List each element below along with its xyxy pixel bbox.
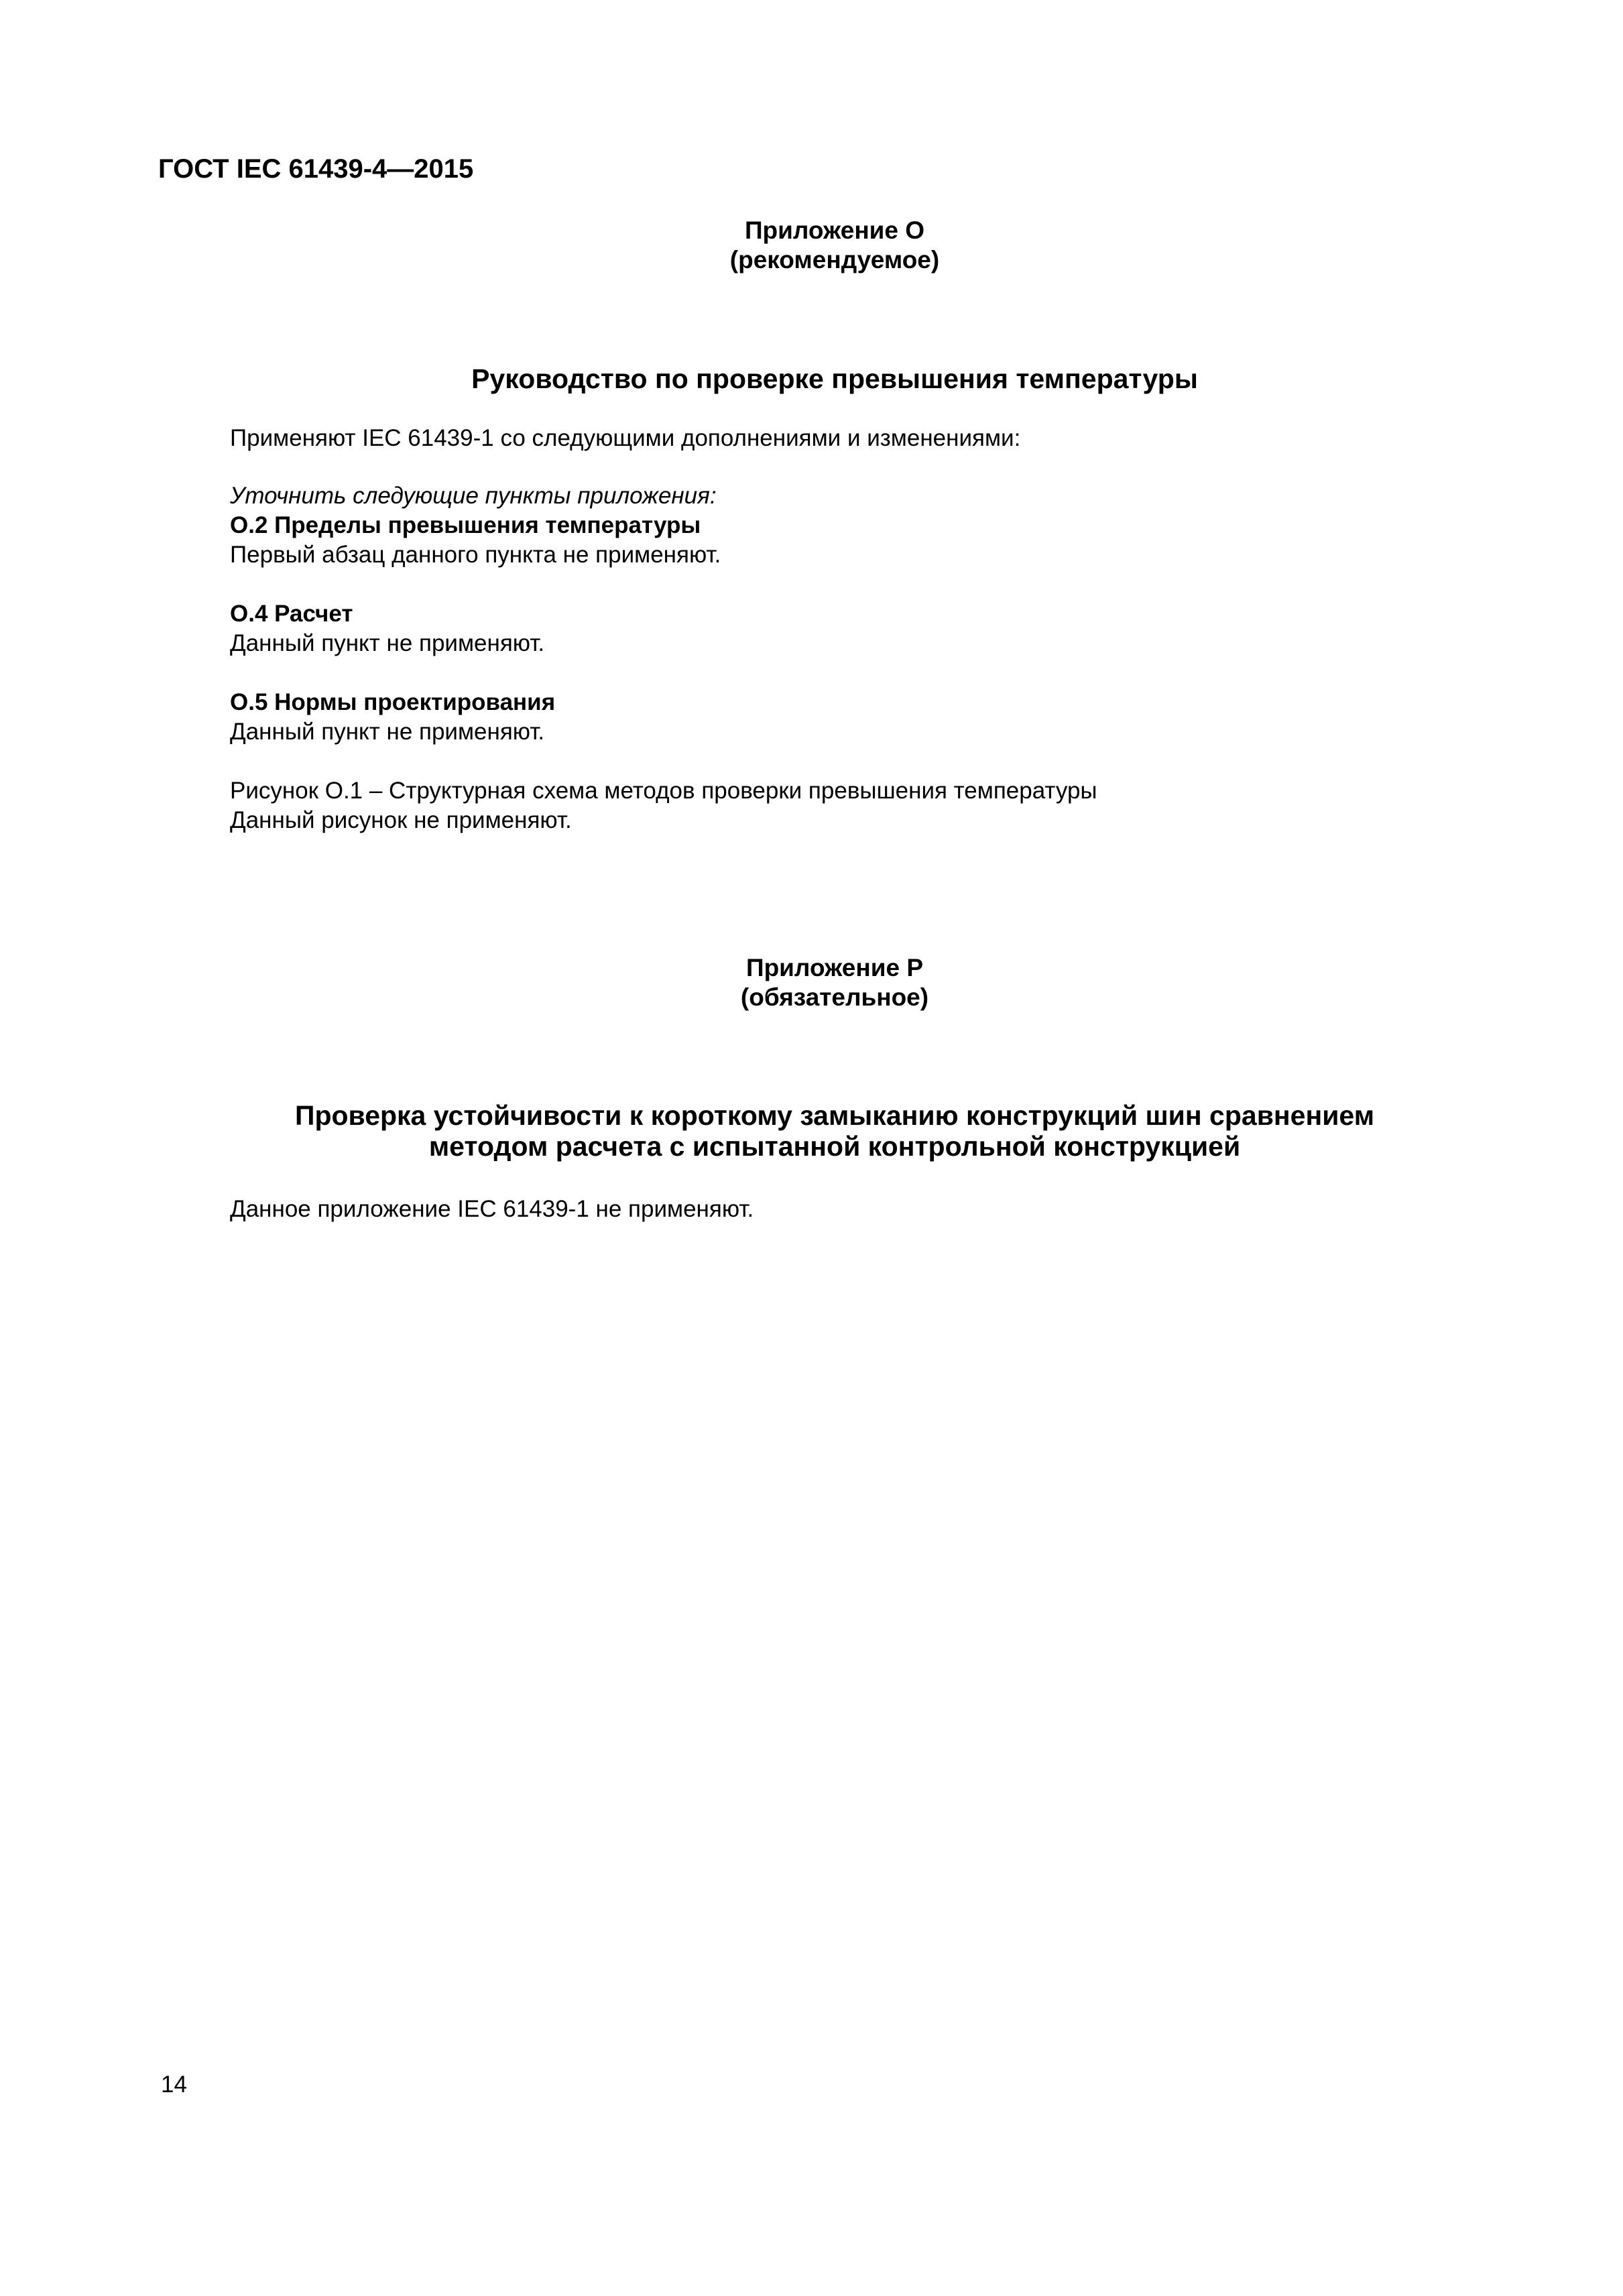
item-o2-heading: O.2 Пределы превышения температуры	[230, 512, 701, 538]
appendix-o-intro: Применяют IEC 61439-1 со следующими дополнениями и изменениями:	[230, 425, 1021, 451]
appendix-o-clarify: Уточнить следующие пункты приложения:	[230, 483, 717, 509]
item-o4-heading: O.4 Расчет	[230, 601, 353, 627]
item-o5-heading: O.5 Нормы проектирования	[230, 689, 556, 715]
appendix-o-title: Руководство по проверке превышения температуры	[471, 363, 1198, 394]
document-code: ГОСТ IEC 61439-4—2015	[158, 154, 474, 184]
appendix-o-status: (рекомендуемое)	[729, 246, 940, 274]
item-o5-text: Данный пункт не применяют.	[230, 719, 545, 745]
appendix-p-title-line1: Проверка устойчивости к короткому замыканию конструкций шин сравнением	[294, 1100, 1375, 1131]
appendix-p-status: (обязательное)	[740, 983, 929, 1011]
item-o2-text: Первый абзац данного пункта не применяют.	[230, 542, 721, 568]
appendix-o-name: Приложение O	[744, 217, 925, 244]
figure-o1-text: Данный рисунок не применяют.	[230, 807, 572, 833]
appendix-p-name: Приложение P	[745, 954, 924, 981]
appendix-p-text: Данное приложение IEC 61439-1 не применяют.	[230, 1196, 754, 1222]
page-number: 14	[161, 2071, 187, 2098]
appendix-p-title-line2: методом расчета с испытанной контрольной конструкцией	[428, 1131, 1241, 1162]
figure-o1-caption: Рисунок O.1 – Структурная схема методов проверки превышения температуры	[230, 778, 1097, 804]
item-o4-text: Данный пункт не применяют.	[230, 630, 545, 656]
